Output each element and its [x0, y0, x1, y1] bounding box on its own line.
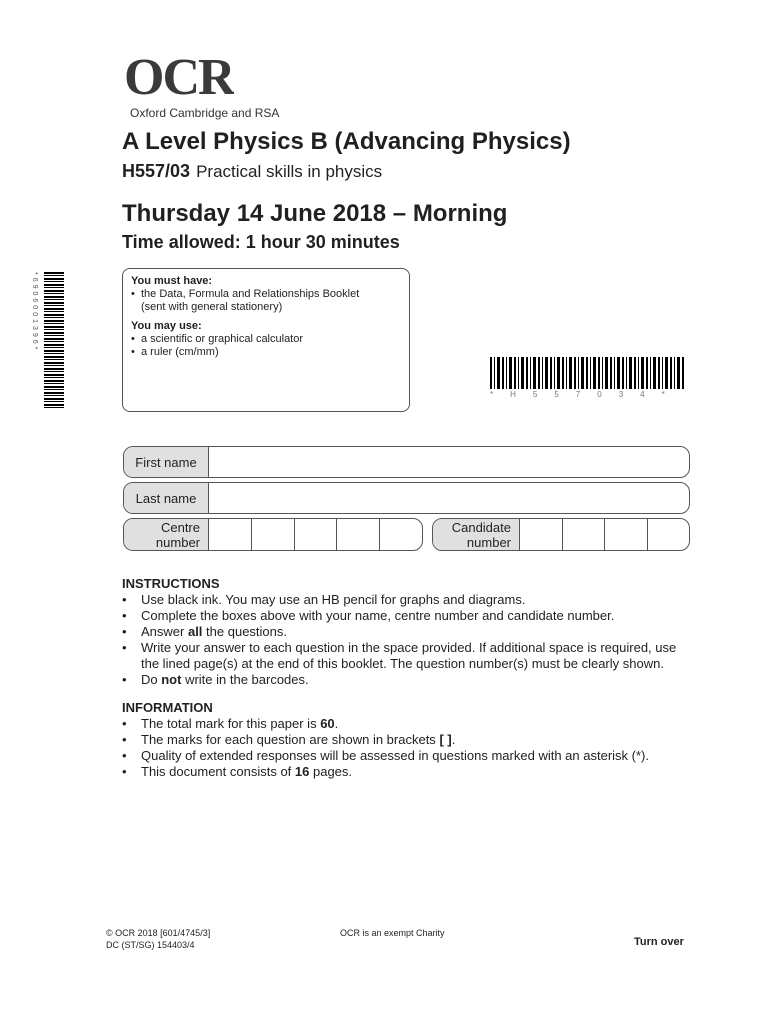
first-name-label: First name — [124, 447, 209, 477]
candidate-number-cell[interactable] — [604, 519, 647, 550]
main-barcode-text: *H557034* — [490, 390, 682, 399]
exam-title: A Level Physics B (Advancing Physics) — [122, 128, 571, 155]
last-name-label: Last name — [124, 483, 209, 513]
requirements-box — [122, 268, 410, 412]
body-text — [122, 576, 682, 780]
centre-number-cell[interactable] — [208, 519, 251, 550]
information-heading: INFORMATION — [122, 700, 213, 715]
must-have-heading: You must have: — [131, 275, 213, 287]
instruction-item: • Use black ink. You may use an HB pencil for graphs and diagrams. — [122, 592, 682, 608]
side-barcode — [44, 272, 64, 410]
candidate-number-group — [432, 518, 690, 551]
information-item: • The total mark for this paper is 60. — [122, 716, 682, 732]
centre-number-cell[interactable] — [294, 519, 337, 550]
last-name-field[interactable] — [209, 483, 689, 513]
turn-over: Turn over — [634, 936, 684, 948]
information-item: • Quality of extended responses will be assessed in questions marked with an asterisk (*). — [122, 748, 682, 764]
candidate-number-cell[interactable] — [562, 519, 605, 550]
logo-subtitle: Oxford Cambridge and RSA — [130, 106, 280, 120]
centre-number-cell[interactable] — [379, 519, 422, 550]
last-name-row — [123, 482, 690, 514]
main-barcode — [490, 357, 686, 389]
instruction-item: • Complete the boxes above with your name, centre number and candidate number. — [122, 608, 682, 624]
side-barcode-text: *6906001396* — [31, 272, 38, 353]
centre-number-cell[interactable] — [336, 519, 379, 550]
instructions-heading: INSTRUCTIONS — [122, 576, 220, 591]
first-name-field[interactable] — [209, 447, 689, 477]
footer-copyright: © OCR 2018 [601/4745/3] DC (ST/SG) 154403/4 — [106, 928, 211, 950]
first-name-row — [123, 446, 690, 478]
paper-code — [122, 160, 382, 183]
centre-number-group — [123, 518, 423, 551]
instruction-item: • Do not write in the barcodes. — [122, 672, 682, 688]
centre-number-cell[interactable] — [251, 519, 294, 550]
may-use-item: • a ruler (cm/mm) — [131, 346, 401, 359]
may-use-heading: You may use: — [131, 320, 202, 332]
instruction-item: • Answer all the questions. — [122, 624, 682, 640]
paper-subtitle: Practical skills in physics — [196, 162, 383, 181]
may-use-item: • a scientific or graphical calculator — [131, 333, 401, 346]
candidate-number-cell[interactable] — [647, 519, 690, 550]
centre-number-label: Centre number — [124, 519, 208, 550]
must-have-item: (sent with general stationery) — [141, 301, 283, 313]
instructions-section — [122, 576, 682, 688]
candidate-number-cell[interactable] — [519, 519, 562, 550]
instruction-item: • Write your answer to each question in the space provided. If additional space is required, use the lined page(s) at the end of this booklet. The question number(s) must be clearly shown. — [122, 640, 682, 672]
footer-charity: OCR is an exempt Charity — [340, 928, 445, 938]
code: H557/03 — [122, 161, 191, 181]
information-section — [122, 700, 682, 780]
must-have-item: • the Data, Formula and Relationships Booklet — [131, 288, 401, 301]
exam-date: Thursday 14 June 2018 – Morning — [122, 200, 508, 227]
information-item: • This document consists of 16 pages. — [122, 764, 682, 780]
ocr-logo: OCR — [124, 52, 234, 104]
candidate-number-label: Candidate number — [433, 519, 519, 550]
information-item: • The marks for each question are shown in brackets [ ]. — [122, 732, 682, 748]
time-allowed: Time allowed: 1 hour 30 minutes — [122, 232, 400, 252]
